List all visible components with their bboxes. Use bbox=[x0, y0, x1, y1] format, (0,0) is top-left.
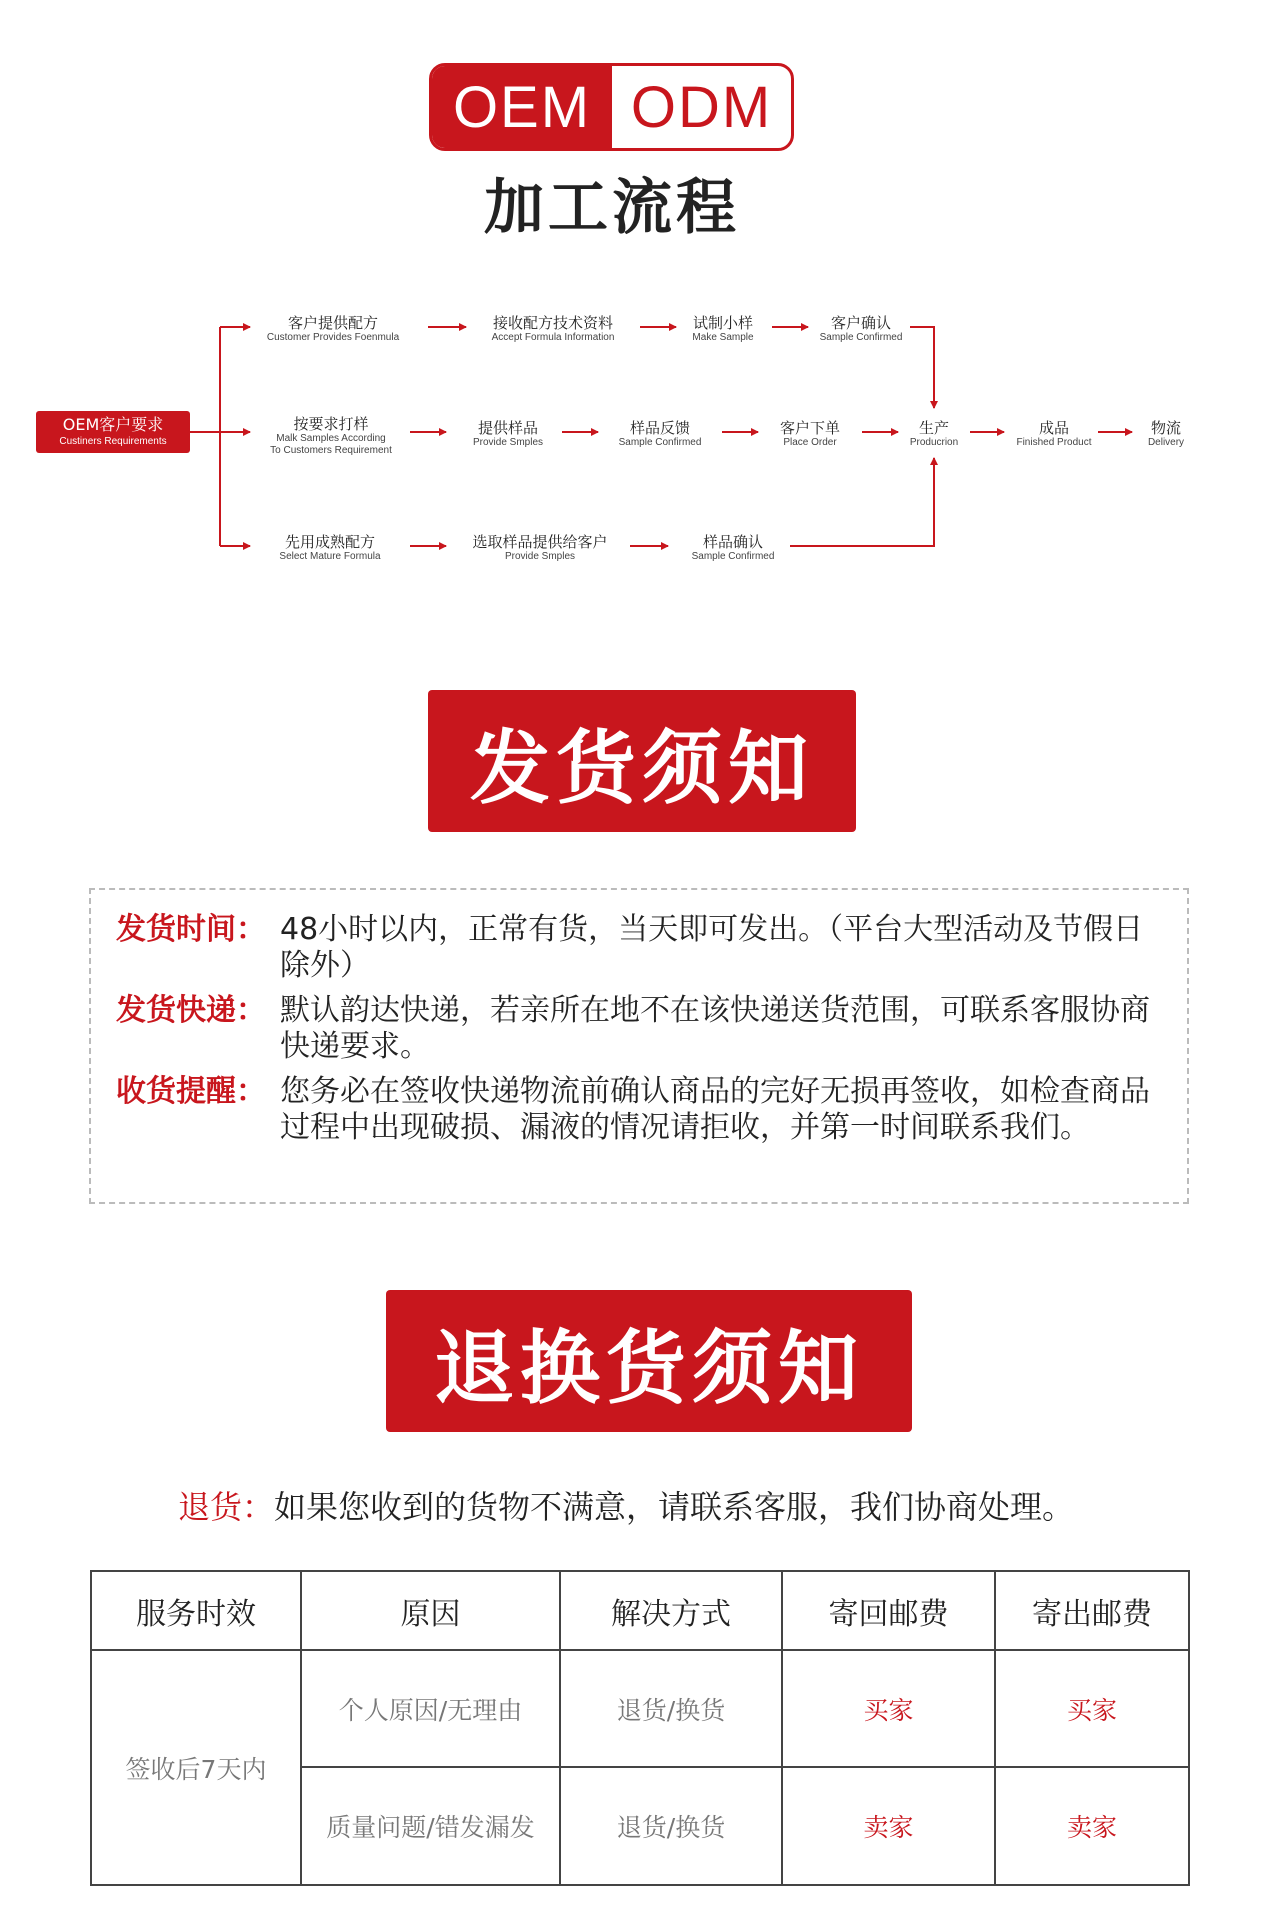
flow-node-cn: 样品确认 bbox=[702, 533, 763, 551]
notice-label: 收货提醒： bbox=[116, 1074, 266, 1109]
flow-node-cn: 成品 bbox=[1038, 419, 1070, 437]
flow-node-en: Provide Smples bbox=[504, 551, 576, 562]
flow-node bbox=[619, 419, 702, 449]
flow-node-en-line2: To Customers Requirement bbox=[270, 445, 392, 456]
table-period-cell: 签收后7天内 bbox=[125, 1754, 267, 1784]
start-node-cn: OEM客户要求 bbox=[62, 415, 164, 434]
badge-oem-text: OEM bbox=[432, 66, 612, 148]
shipping-heading: 发货须知 bbox=[428, 690, 856, 832]
returns-label: 退货： bbox=[178, 1488, 275, 1526]
table-cell-solution: 退货/换货 bbox=[616, 1813, 726, 1842]
flow-node-en: Provide Smples bbox=[472, 437, 544, 448]
table-header-cell: 寄出邮费 bbox=[1032, 1596, 1152, 1632]
arrow-to-production-top bbox=[910, 327, 934, 408]
flow-node-cn: 提供样品 bbox=[477, 419, 538, 437]
flow-node-cn: 物流 bbox=[1150, 419, 1181, 437]
flow-node bbox=[267, 314, 399, 344]
flow-node-en: Customer Provides Foenmula bbox=[266, 332, 400, 343]
flow-node-cn: 样品反馈 bbox=[629, 419, 690, 437]
flow-node-cn: 客户下单 bbox=[779, 419, 841, 437]
flow-node-en: Sample Confirmed bbox=[618, 437, 702, 448]
table-header-cell: 原因 bbox=[400, 1596, 461, 1632]
process-title: 加工流程 bbox=[484, 173, 740, 243]
flow-node bbox=[279, 533, 380, 563]
flow-node bbox=[692, 314, 753, 344]
arrow-to-production-bottom bbox=[790, 458, 934, 546]
flow-node bbox=[1016, 419, 1091, 449]
flow-node-cn: 生产 bbox=[918, 419, 950, 437]
table-cell-send-fee: 卖家 bbox=[1066, 1813, 1117, 1842]
returns-table bbox=[90, 1570, 1190, 1886]
flow-node bbox=[473, 419, 543, 449]
table-header-cell: 寄回邮费 bbox=[828, 1596, 949, 1632]
flow-node bbox=[1148, 419, 1184, 449]
flow-node bbox=[910, 419, 958, 449]
flow-node-en: Accept Formula Information bbox=[491, 332, 615, 343]
table-cell-reason: 个人原因/无理由 bbox=[338, 1695, 523, 1725]
flow-node-cn: 试制小样 bbox=[692, 314, 754, 332]
notice-text: 您务必在签收快递物流前确认商品的完好无损再签收，如检查商品过程中出现破损、漏液的情况请拒收，并第一时间联系我们。 bbox=[280, 1074, 1150, 1145]
flow-node-cn: 先用成熟配方 bbox=[284, 533, 375, 551]
flow-node-cn: 选取样品提供给客户 bbox=[472, 533, 608, 551]
flow-node-en: Sample Confirmed bbox=[819, 332, 903, 343]
flow-node-cn: 接收配方技术资料 bbox=[492, 314, 614, 332]
start-node bbox=[36, 411, 190, 453]
table-cell-solution: 退货/换货 bbox=[616, 1695, 726, 1725]
table-header-cell: 服务时效 bbox=[136, 1596, 256, 1632]
flow-node-en: Sample Confirmed bbox=[691, 551, 775, 562]
oem-odm-badge bbox=[429, 63, 794, 151]
table-cell-return-fee: 卖家 bbox=[863, 1813, 914, 1842]
notice-text: 48小时以内，正常有货，当天即可发出。（平台大型活动及节假日除外） bbox=[280, 912, 1144, 983]
flow-node-en: Finished Product bbox=[1016, 437, 1092, 448]
notice-label: 发货时间： bbox=[116, 912, 266, 947]
flow-node bbox=[780, 419, 840, 449]
flow-node-en: Producrion bbox=[909, 437, 959, 448]
badge-odm-text: ODM bbox=[630, 74, 773, 140]
flow-node bbox=[270, 415, 392, 457]
flow-node bbox=[492, 314, 615, 344]
flow-node-en: Select Mature Formula bbox=[279, 551, 381, 562]
start-node-en: Custiners Requirements bbox=[59, 436, 167, 447]
flow-node-cn: 按要求打样 bbox=[293, 415, 369, 433]
table-header-cell: 解决方式 bbox=[611, 1596, 731, 1632]
table-cell-return-fee: 买家 bbox=[863, 1695, 914, 1725]
flow-node-cn: 客户提供配方 bbox=[287, 314, 378, 332]
flow-node-en: Place Order bbox=[783, 437, 837, 448]
flow-node-en: Delivery bbox=[1147, 437, 1185, 448]
flow-node-cn: 客户确认 bbox=[830, 314, 891, 332]
table-cell-send-fee: 买家 bbox=[1066, 1695, 1117, 1725]
returns-note bbox=[178, 1482, 1074, 1528]
flow-node-en: Make Sample bbox=[692, 332, 754, 343]
flow-node bbox=[820, 314, 903, 344]
flow-node-en: Malk Samples According bbox=[276, 433, 386, 444]
notice-text: 默认韵达快递，若亲所在地不在该快递送货范围，可联系客服协商快递要求。 bbox=[280, 993, 1150, 1064]
notice-label: 发货快递： bbox=[116, 993, 266, 1028]
returns-heading: 退换货须知 bbox=[386, 1290, 912, 1432]
flow-node bbox=[472, 533, 607, 563]
flow-node bbox=[692, 533, 775, 563]
process-flow-diagram bbox=[0, 290, 1262, 590]
table-cell-reason: 质量问题/错发漏发 bbox=[326, 1813, 535, 1842]
returns-text: 如果您收到的货物不满意，请联系客服，我们协商处理。 bbox=[274, 1488, 1075, 1526]
